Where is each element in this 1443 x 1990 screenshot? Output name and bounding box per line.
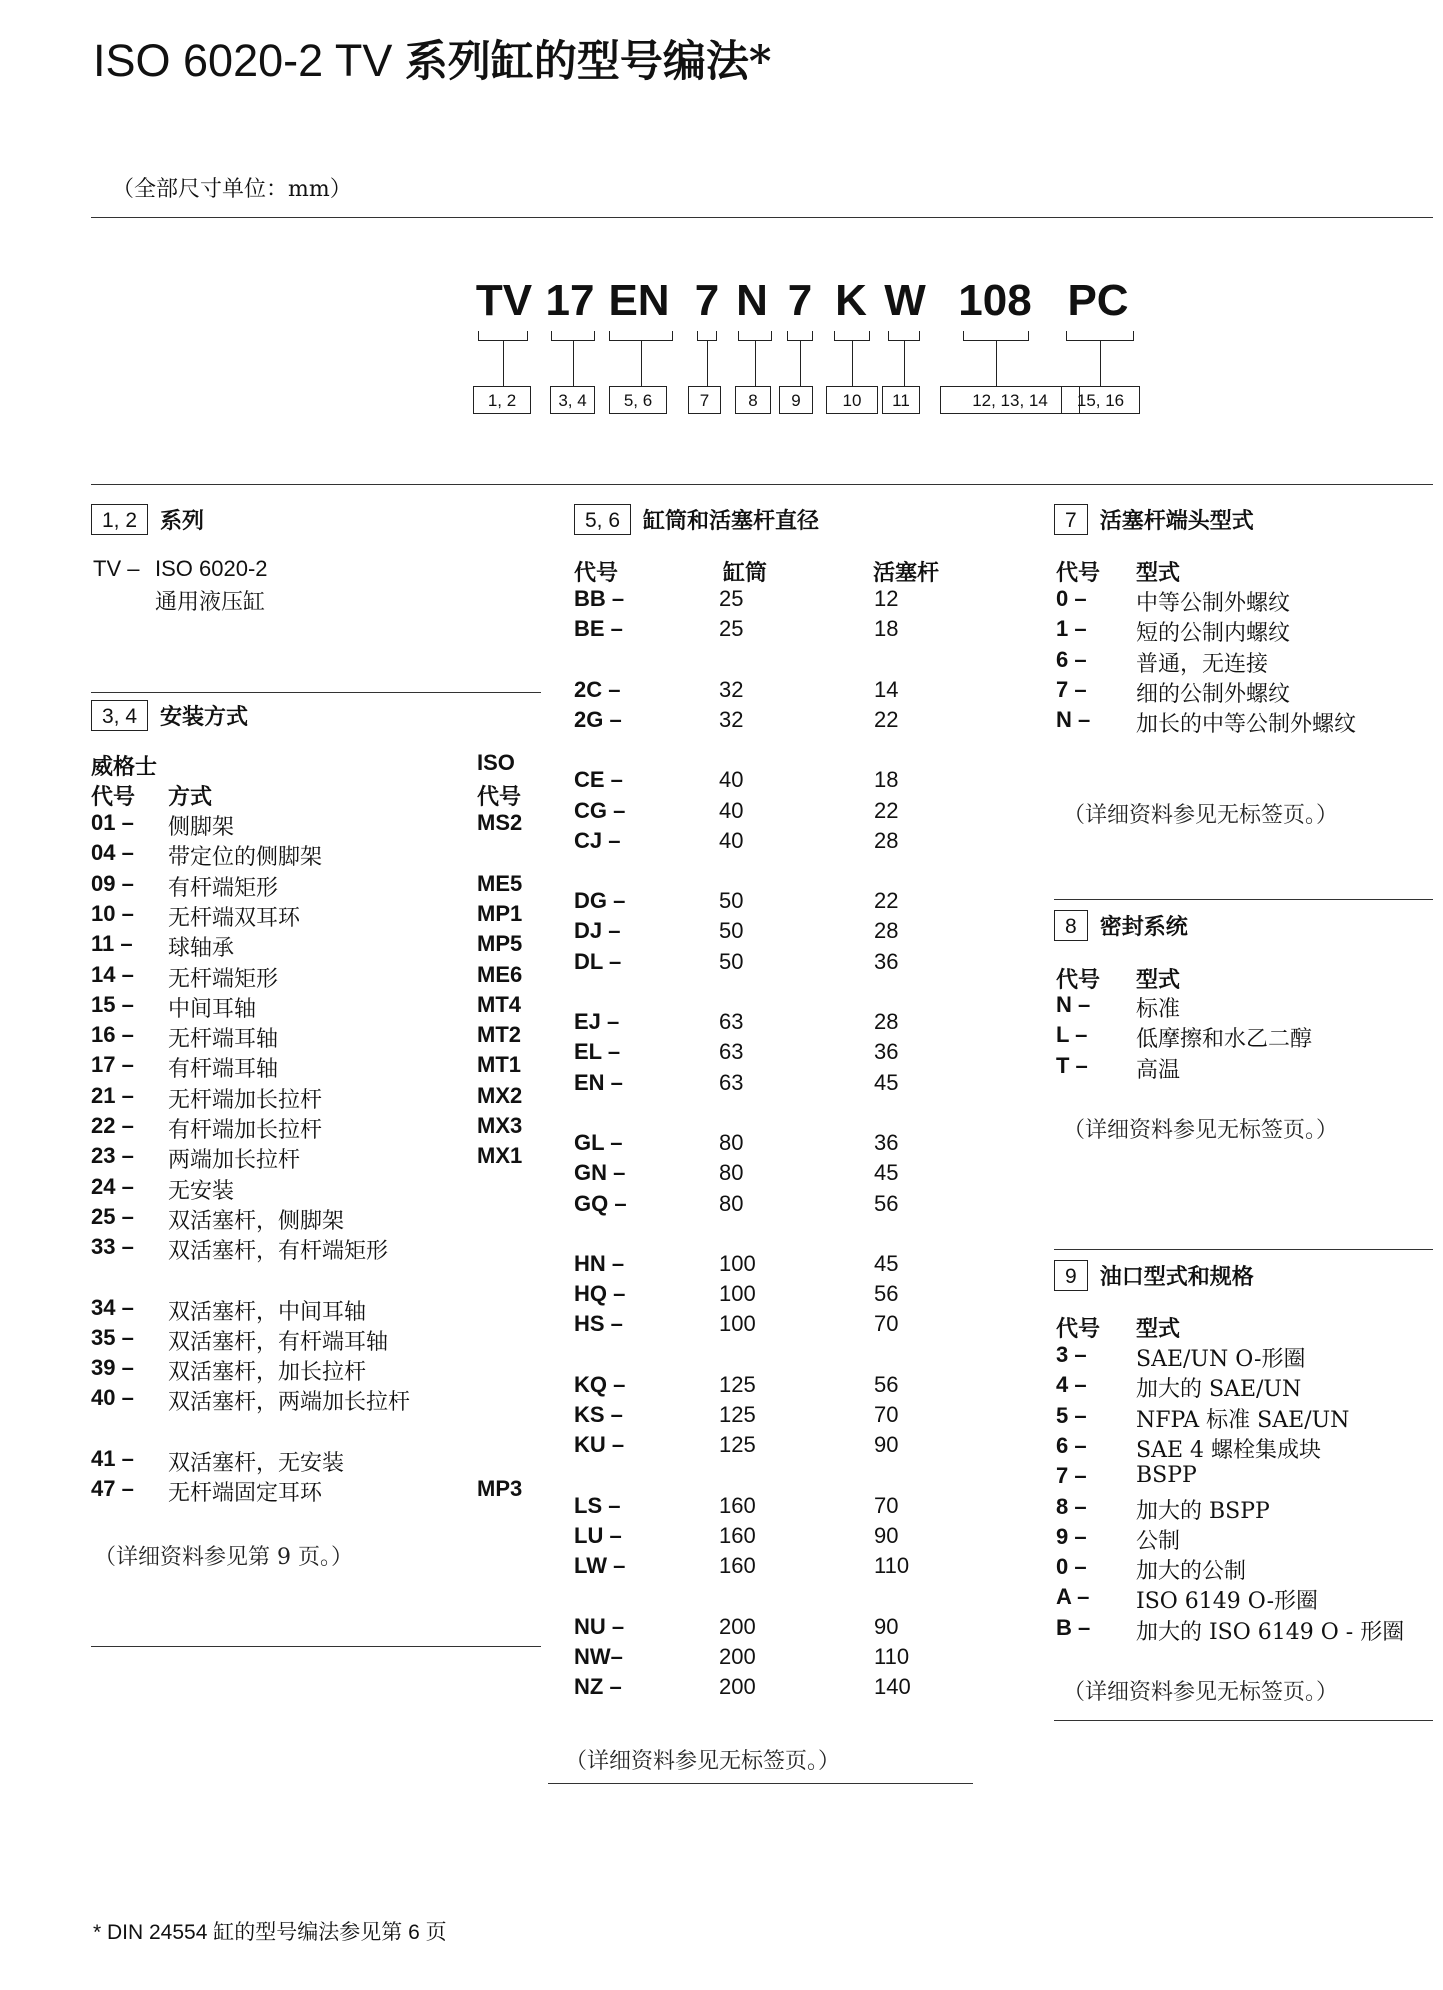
rod-value: 70	[874, 1492, 899, 1518]
mounting-code: 47 –	[91, 1476, 134, 1501]
option-code: 4 –	[1056, 1372, 1087, 1398]
iso-code: MS2	[477, 810, 523, 835]
section-bore-header: 5, 6 缸筒和活塞杆直径	[574, 504, 819, 535]
rod-value: 70	[874, 1402, 899, 1427]
option-code: 3 –	[1056, 1342, 1087, 1367]
iso-code: MX3	[477, 1113, 523, 1138]
bore-value: 160	[719, 1553, 756, 1579]
mounting-code: 04 –	[91, 840, 134, 866]
code-heading: 代号	[91, 784, 136, 810]
bore-value: 100	[719, 1311, 756, 1337]
divider-s56	[548, 1783, 973, 1784]
code-connector	[996, 341, 997, 386]
bore-value: 200	[719, 1643, 756, 1669]
mounting-code: 23 –	[91, 1143, 134, 1169]
bore-code: BB –	[574, 586, 625, 611]
option-type: 普通，无连接	[1136, 651, 1269, 677]
rod-value: 28	[874, 827, 899, 853]
rod-value: 90	[874, 1522, 899, 1548]
option-type: BSPP	[1136, 1463, 1197, 1489]
mounting-code: 41 –	[91, 1445, 134, 1471]
port-type-heading: 型式	[1136, 1316, 1181, 1342]
bore-value: 63	[719, 1069, 744, 1095]
rod-value: 56	[874, 1281, 899, 1307]
bore-code: CJ –	[574, 827, 621, 853]
mounting-code: 21 –	[91, 1082, 134, 1108]
page-title: ISO 6020-2 TV 系列缸的型号编法*	[93, 35, 772, 87]
rod-value: 56	[874, 1190, 899, 1216]
option-type: 加大的公制	[1136, 1559, 1247, 1585]
option-type: 短的公制内螺纹	[1136, 621, 1291, 647]
option-code: 0 –	[1056, 586, 1087, 611]
code-bracket	[738, 331, 772, 341]
code-connector	[852, 341, 853, 386]
mounting-type: 双活塞杆，两端加长拉杆	[168, 1390, 411, 1416]
rod-value: 14	[874, 676, 899, 702]
option-code: 7 –	[1056, 1463, 1087, 1489]
code-position-box: 10	[826, 386, 878, 414]
option-code: B –	[1056, 1614, 1091, 1640]
bore-value: 80	[719, 1190, 744, 1216]
code-bracket	[609, 331, 673, 341]
bore-value: 32	[719, 706, 744, 732]
bore-value: 50	[719, 948, 744, 974]
iso-code-heading: 代号	[477, 784, 522, 810]
bore-value: 25	[719, 586, 744, 611]
rod-end-code-heading: 代号	[1056, 560, 1101, 586]
bore-code: DG –	[574, 888, 626, 914]
iso-code: MT2	[477, 1022, 521, 1048]
mounting-type: 带定位的侧脚架	[168, 845, 323, 871]
bore-code: LU –	[574, 1522, 622, 1548]
bore-code: KS –	[574, 1402, 623, 1427]
option-code: 6 –	[1056, 646, 1087, 672]
bore-code: HS –	[574, 1311, 623, 1337]
rod-value: 90	[874, 1613, 899, 1639]
mounting-code: 33 –	[91, 1234, 134, 1260]
bore-code: CG –	[574, 797, 626, 823]
code-connector	[1100, 341, 1101, 386]
mounting-type: 无安装	[168, 1178, 235, 1204]
model-code-part: TV	[475, 276, 533, 325]
model-code-part: W	[884, 276, 926, 325]
option-code: N –	[1056, 707, 1091, 733]
rod-end-type-heading: 型式	[1136, 560, 1181, 586]
mounting-type: 侧脚架	[168, 815, 235, 840]
bore-value: 125	[719, 1371, 756, 1397]
code-position-box: 15, 16	[1061, 386, 1140, 414]
mounting-code: 01 –	[91, 810, 134, 835]
divider-s9	[1054, 1720, 1433, 1721]
option-code: A –	[1056, 1584, 1090, 1610]
mounting-code: 16 –	[91, 1022, 134, 1048]
mounting-code: 09 –	[91, 870, 134, 896]
iso-heading: ISO	[477, 750, 515, 775]
iso-code: MP1	[477, 900, 523, 926]
rod-end-note: （详细资料参见无标签页。）	[1063, 803, 1339, 828]
mounting-type: 两端加长拉杆	[168, 1148, 301, 1174]
bore-value: 40	[719, 827, 744, 853]
bore-code-heading: 代号	[574, 560, 619, 586]
bore-value: 200	[719, 1613, 756, 1639]
series-row: TV – ISO 6020-2	[93, 556, 268, 581]
section-series-header: 1, 2 系列	[91, 504, 204, 535]
option-type: SAE 4 螺栓集成块	[1136, 1437, 1322, 1463]
option-code: 6 –	[1056, 1432, 1087, 1458]
model-code-part: 7	[787, 276, 813, 325]
footnote: * DIN 24554 缸的型号编法参见第 6 页	[93, 1921, 447, 1944]
iso-code: MT4	[477, 991, 521, 1017]
mounting-type: 双活塞杆，中间耳轴	[168, 1299, 367, 1325]
iso-code: MX2	[477, 1082, 523, 1108]
units-note: （全部尺寸单位：mm）	[112, 177, 352, 202]
bore-code: KQ –	[574, 1371, 626, 1397]
mounting-type: 中间耳轴	[168, 996, 257, 1022]
option-type: 加长的中等公制外螺纹	[1136, 712, 1357, 738]
bore-value: 125	[719, 1432, 756, 1458]
rod-heading: 活塞杆	[873, 560, 940, 586]
bore-code: LS –	[574, 1492, 621, 1518]
option-code: 5 –	[1056, 1402, 1087, 1428]
mounting-code: 24 –	[91, 1173, 134, 1199]
code-position-box: 1, 2	[473, 386, 531, 414]
model-code-part: EN	[608, 276, 670, 325]
mounting-type: 双活塞杆，加长拉杆	[168, 1360, 367, 1386]
bore-code: EJ –	[574, 1009, 620, 1034]
mounting-code: 39 –	[91, 1355, 134, 1381]
bore-value: 160	[719, 1522, 756, 1548]
mounting-type: 无杆端加长拉杆	[168, 1087, 323, 1113]
divider-s7	[1054, 899, 1433, 900]
rod-value: 90	[874, 1432, 899, 1458]
mounting-type: 无杆端固定耳环	[168, 1481, 323, 1506]
bore-value: 100	[719, 1281, 756, 1307]
rod-value: 22	[874, 706, 899, 732]
divider-s8	[1054, 1249, 1433, 1250]
divider-mid	[91, 484, 1433, 485]
divider-s34	[91, 1646, 541, 1647]
iso-code: MX1	[477, 1143, 523, 1169]
bore-code: 2C –	[574, 676, 621, 702]
section-rod-end-header: 7 活塞杆端头型式	[1054, 504, 1254, 535]
bore-note: （详细资料参见无标签页。）	[565, 1749, 841, 1774]
model-code-part: 7	[694, 276, 720, 325]
bore-code: LW –	[574, 1553, 626, 1579]
code-position-box: 12, 13, 14	[940, 386, 1080, 414]
bore-heading: 缸筒	[723, 560, 768, 586]
rod-value: 28	[874, 918, 899, 944]
code-connector	[755, 341, 756, 386]
rod-value: 18	[874, 767, 899, 793]
bore-code: EL –	[574, 1039, 621, 1065]
rod-value: 22	[874, 888, 899, 914]
code-connector	[800, 341, 801, 386]
rod-value: 45	[874, 1250, 899, 1276]
bore-value: 100	[719, 1250, 756, 1276]
rod-value: 110	[874, 1553, 910, 1579]
section-port-header: 9 油口型式和规格	[1054, 1260, 1254, 1291]
mounting-code: 15 –	[91, 991, 134, 1017]
bore-code: CE –	[574, 767, 623, 793]
bore-code: NZ –	[574, 1674, 622, 1700]
model-code-part: PC	[1067, 276, 1129, 325]
option-type: 细的公制外螺纹	[1136, 681, 1291, 707]
rod-value: 110	[874, 1643, 910, 1669]
bore-code: GN –	[574, 1160, 626, 1186]
option-code: 7 –	[1056, 676, 1087, 702]
mounting-type: 无杆端耳轴	[168, 1027, 279, 1053]
section-seal-header: 8 密封系统	[1054, 910, 1188, 941]
option-code: 9 –	[1056, 1523, 1087, 1549]
code-position-box: 5, 6	[609, 386, 667, 414]
rod-value: 18	[874, 616, 899, 642]
port-note: （详细资料参见无标签页。）	[1063, 1680, 1339, 1705]
bore-value: 80	[719, 1129, 744, 1155]
bore-code: HN –	[574, 1250, 625, 1276]
bore-code: 2G –	[574, 706, 622, 732]
code-bracket	[963, 331, 1029, 341]
code-bracket	[551, 331, 595, 341]
port-code-heading: 代号	[1056, 1316, 1101, 1342]
option-type: ISO 6149 O-形圈	[1136, 1589, 1319, 1615]
option-code: 1 –	[1056, 616, 1087, 642]
type-heading: 方式	[168, 784, 213, 810]
mounting-type: 无杆端矩形	[168, 966, 279, 992]
model-code-part: 17	[545, 276, 595, 325]
option-code: T –	[1056, 1052, 1088, 1078]
iso-code: ME5	[477, 870, 523, 896]
code-connector	[503, 341, 504, 386]
bore-code: EN –	[574, 1069, 623, 1095]
bore-code: DL –	[574, 948, 622, 974]
seal-note: （详细资料参见无标签页。）	[1063, 1118, 1339, 1143]
option-type: 加大的 ISO 6149 O - 形圈	[1136, 1619, 1405, 1645]
rod-value: 22	[874, 797, 899, 823]
code-bracket	[697, 331, 717, 341]
mounting-type: 球轴承	[168, 936, 235, 962]
section-mounting-header: 3, 4 安装方式	[91, 700, 248, 731]
mounting-code: 14 –	[91, 961, 134, 987]
mounting-note: （详细资料参见第 9 页。）	[94, 1545, 353, 1570]
bore-code: KU –	[574, 1432, 625, 1458]
bore-code: GQ –	[574, 1190, 627, 1216]
mounting-code: 25 –	[91, 1203, 134, 1229]
code-position-box: 9	[779, 386, 813, 414]
iso-code: MP5	[477, 931, 523, 957]
iso-code: MT1	[477, 1052, 521, 1078]
option-type: 加大的 BSPP	[1136, 1498, 1270, 1524]
mounting-type: 双活塞杆，有杆端耳轴	[168, 1329, 389, 1355]
bore-code: GL –	[574, 1129, 623, 1155]
mounting-type: 有杆端矩形	[168, 875, 279, 901]
seal-type-heading: 型式	[1136, 967, 1181, 993]
bore-value: 63	[719, 1039, 744, 1065]
code-position-box: 7	[688, 386, 721, 414]
mounting-type: 双活塞杆，侧脚架	[168, 1208, 345, 1234]
model-code-part: 108	[958, 276, 1032, 325]
option-type: 标准	[1136, 997, 1181, 1022]
rod-value: 45	[874, 1069, 899, 1095]
model-code-part: K	[835, 276, 867, 325]
bore-value: 63	[719, 1009, 744, 1034]
code-connector	[641, 341, 642, 386]
bore-code: HQ –	[574, 1281, 626, 1307]
bore-value: 32	[719, 676, 744, 702]
mounting-type: 有杆端加长拉杆	[168, 1118, 323, 1143]
model-code-part: N	[736, 276, 768, 325]
mounting-type: 双活塞杆，有杆端矩形	[168, 1239, 389, 1265]
bore-value: 200	[719, 1674, 756, 1700]
code-connector	[707, 341, 708, 386]
iso-code: ME6	[477, 961, 523, 987]
bore-value: 160	[719, 1492, 756, 1518]
option-type: NFPA 标准 SAE/UN	[1136, 1407, 1350, 1433]
mounting-type: 有杆端耳轴	[168, 1057, 279, 1083]
option-code: 8 –	[1056, 1493, 1087, 1519]
mounting-type: 无杆端双耳环	[168, 905, 301, 931]
bore-code: DJ –	[574, 918, 621, 944]
rod-value: 36	[874, 1129, 899, 1155]
rod-value: 70	[874, 1311, 899, 1337]
bore-code: NU –	[574, 1613, 625, 1639]
bore-value: 40	[719, 767, 744, 793]
mounting-code: 10 –	[91, 900, 134, 926]
bore-value: 80	[719, 1160, 744, 1186]
code-position-box: 8	[735, 386, 771, 414]
rod-value: 36	[874, 1039, 899, 1065]
option-code: N –	[1056, 992, 1091, 1017]
rod-value: 140	[874, 1674, 911, 1700]
option-code: L –	[1056, 1022, 1088, 1048]
divider-s12	[91, 692, 541, 693]
option-type: 高温	[1136, 1057, 1181, 1083]
bore-value: 125	[719, 1402, 756, 1427]
bore-code: BE –	[574, 616, 623, 642]
mounting-code: 11 –	[91, 931, 133, 957]
rod-value: 12	[874, 586, 899, 611]
rod-value: 45	[874, 1160, 899, 1186]
mounting-code: 35 –	[91, 1324, 134, 1350]
seal-code-heading: 代号	[1056, 967, 1101, 993]
code-position-box: 11	[882, 386, 920, 414]
iso-code: MP3	[477, 1476, 523, 1501]
option-type: SAE/UN O-形圈	[1136, 1347, 1306, 1372]
divider-top	[91, 217, 1433, 218]
option-type: 加大的 SAE/UN	[1136, 1377, 1302, 1403]
option-type: 中等公制外螺纹	[1136, 591, 1291, 616]
code-connector	[904, 341, 905, 386]
rod-value: 56	[874, 1371, 899, 1397]
rod-value: 28	[874, 1009, 899, 1034]
option-type: 公制	[1136, 1528, 1181, 1554]
code-connector	[573, 341, 574, 386]
bore-value: 25	[719, 616, 744, 642]
mounting-code: 34 –	[91, 1294, 134, 1320]
bore-value: 50	[719, 918, 744, 944]
bore-value: 50	[719, 888, 744, 914]
vickers-heading: 威格士	[91, 754, 158, 780]
mounting-code: 17 –	[91, 1052, 134, 1078]
code-bracket	[834, 331, 870, 341]
mounting-type: 双活塞杆，无安装	[168, 1450, 345, 1476]
mounting-code: 40 –	[91, 1385, 134, 1411]
rod-value: 36	[874, 948, 899, 974]
code-bracket	[888, 331, 920, 341]
code-position-box: 3, 4	[550, 386, 595, 414]
option-code: 0 –	[1056, 1554, 1087, 1580]
code-bracket	[478, 331, 528, 341]
bore-value: 40	[719, 797, 744, 823]
bore-code: NW–	[574, 1643, 623, 1669]
code-bracket	[1066, 331, 1134, 341]
option-type: 低摩擦和水乙二醇	[1136, 1027, 1313, 1053]
code-bracket	[787, 331, 813, 341]
mounting-code: 22 –	[91, 1113, 134, 1138]
